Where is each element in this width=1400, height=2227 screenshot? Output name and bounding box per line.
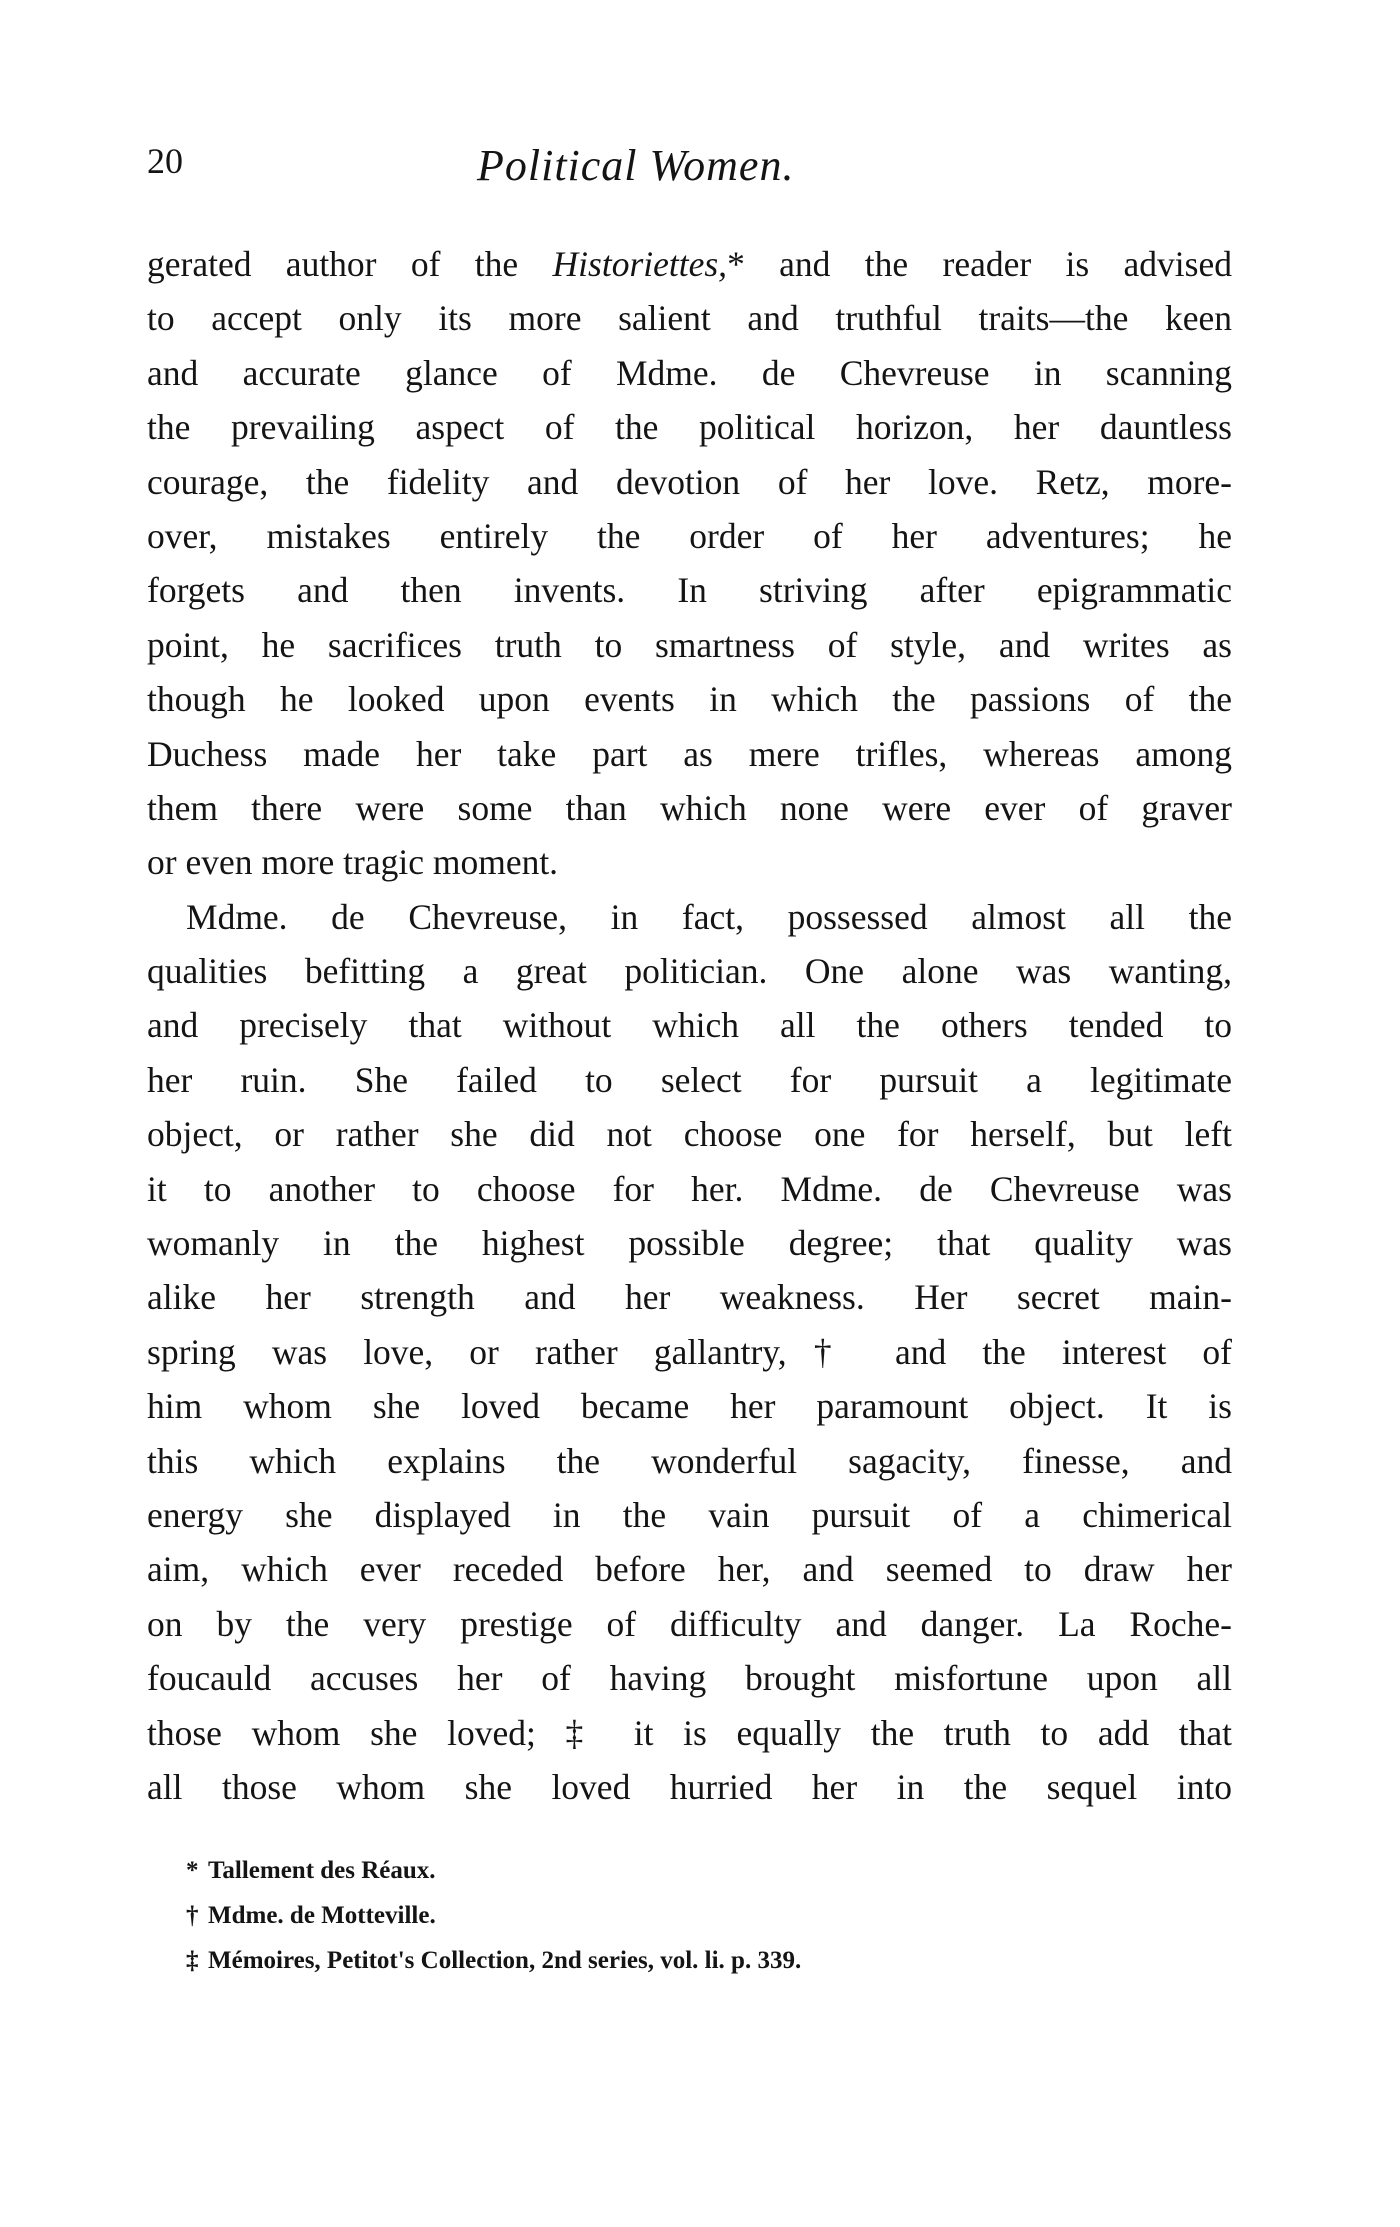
text-line: womanly in the highest possible degree; that quality was (147, 1223, 1232, 1264)
italic-title: Historiettes, (552, 244, 728, 284)
footnote-text: Mémoires, Petitot's Collection, 2nd series, vol. li. p. 339. (208, 1947, 802, 1974)
text-line: it to another to choose for her. Mdme. de Chevreuse was (147, 1168, 1232, 1209)
text-line: alike her strength and her weakness. Her secret main- (147, 1277, 1232, 1318)
page-number: 20 (147, 141, 183, 181)
footnote-mark: ‡ (186, 1947, 199, 1974)
footnote-text: Tallement des Réaux. (208, 1857, 436, 1884)
body-text (147, 237, 1232, 1814)
text-line: on by the very prestige of difficulty and danger. La Roche- (147, 1603, 1232, 1644)
text-line: though he looked upon events in which the passions of the (147, 679, 1232, 720)
text-line: aim, which ever receded before her, and seemed to draw her (147, 1549, 1232, 1590)
text-line: or even more tragic moment. (147, 842, 559, 883)
text-line: qualities befitting a great politician. One alone was wanting, (147, 951, 1232, 992)
text-line: those whom she loved; ‡ it is equally the truth to add that (147, 1712, 1232, 1753)
footnote-mark: † (186, 1902, 199, 1929)
text-line: and precisely that without which all the others tended to (147, 1005, 1232, 1046)
text-line: courage, the fidelity and devotion of her love. Retz, more- (147, 461, 1232, 502)
text-line: point, he sacrifices truth to smartness of style, and writes as (147, 624, 1232, 665)
footnotes (186, 1848, 1086, 1983)
footnote (186, 1938, 1086, 1983)
text-line: Duchess made her take part as mere trifles, whereas among (147, 733, 1232, 774)
text-line: her ruin. She failed to select for pursuit a legitimate (147, 1059, 1232, 1100)
text-line: forgets and then invents. In striving after epigrammatic (147, 570, 1232, 611)
text-line: energy she displayed in the vain pursuit of a chimerical (147, 1494, 1232, 1535)
text-line: object, or rather she did not choose one for herself, but left (147, 1114, 1232, 1155)
footnote-text: Mdme. de Motteville. (208, 1902, 436, 1929)
text-line: Mdme. de Chevreuse, in fact, possessed almost all the (186, 896, 1232, 937)
running-title: Political Women. (477, 141, 795, 190)
text-line: foucauld accuses her of having brought misfortune upon all (147, 1658, 1232, 1699)
text-line: to accept only its more salient and truthful traits—the keen (147, 298, 1232, 339)
text-segment: gerated author of the (147, 244, 553, 284)
text-segment: * and the reader is advised (727, 244, 1232, 284)
text-line: him whom she loved became her paramount object. It is (147, 1386, 1232, 1427)
footnote (186, 1893, 1086, 1938)
text-line: the prevailing aspect of the political horizon, her dauntless (147, 407, 1232, 448)
footnote (186, 1848, 1086, 1893)
text-line: over, mistakes entirely the order of her adventures; he (147, 515, 1232, 556)
text-line: them there were some than which none were ever of graver (147, 787, 1232, 828)
text-line: this which explains the wonderful sagacity, finesse, and (147, 1440, 1232, 1481)
text-line (147, 237, 1232, 291)
text-line: all those whom she loved hurried her in the sequel into (147, 1766, 1232, 1807)
text-line: and accurate glance of Mdme. de Chevreuse in scanning (147, 352, 1232, 393)
page-header (147, 140, 1232, 196)
text-line: spring was love, or rather gallantry,† and the interest of (147, 1331, 1232, 1372)
footnote-mark: * (186, 1857, 199, 1884)
